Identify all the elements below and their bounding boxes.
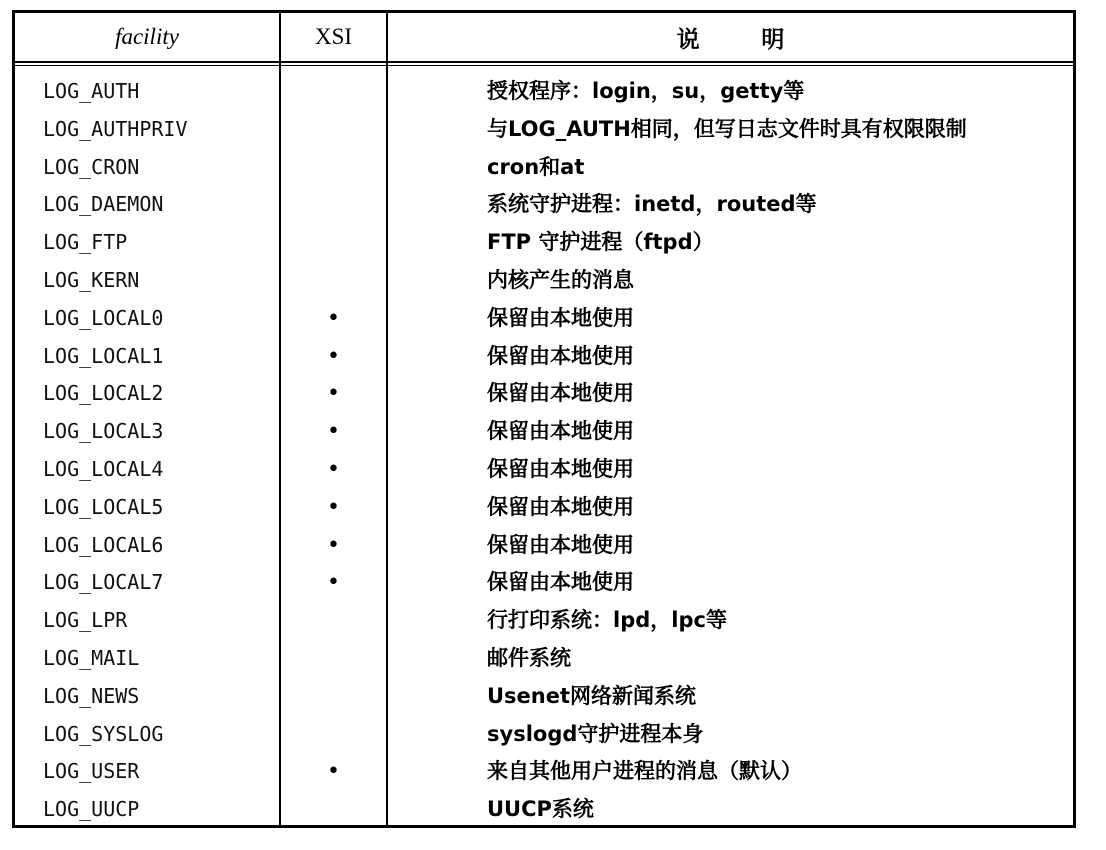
facility-cell: LOG_LOCAL4 [43, 456, 164, 481]
facility-cell: LOG_AUTHPRIV [43, 116, 188, 141]
description-cell: 内核产生的消息 [487, 267, 634, 292]
xsi-cell [281, 262, 386, 300]
facility-cell: LOG_LOCAL5 [43, 494, 164, 519]
description-cell: 与LOG_AUTH相同，但写日志文件时具有权限限制 [487, 116, 967, 141]
xsi-cell [281, 111, 386, 149]
description-cell: cron和at [487, 154, 585, 179]
table-row [15, 489, 1073, 527]
table-row [15, 678, 1073, 716]
xsi-cell: • [327, 305, 340, 331]
xsi-cell: • [327, 494, 340, 520]
xsi-cell: • [327, 532, 340, 558]
description-cell: 保留由本地使用 [487, 305, 634, 330]
table-row [15, 186, 1073, 224]
table-row [15, 149, 1073, 187]
xsi-cell: • [327, 343, 340, 369]
table-row [15, 300, 1073, 338]
table-row [15, 527, 1073, 565]
description-cell: UUCP系统 [487, 797, 594, 822]
xsi-cell [281, 716, 386, 754]
facility-cell: LOG_KERN [43, 267, 140, 292]
table-row [15, 73, 1073, 111]
table-row [15, 413, 1073, 451]
table-row [15, 262, 1073, 300]
facility-cell: LOG_UUCP [43, 797, 140, 822]
facility-cell: LOG_MAIL [43, 645, 140, 670]
header-facility: facility [115, 24, 179, 49]
facility-cell: LOG_DAEMON [43, 192, 164, 217]
table-row [15, 111, 1073, 149]
description-cell: 保留由本地使用 [487, 419, 634, 444]
description-cell: 授权程序：login，su，getty等 [487, 79, 805, 103]
xsi-cell [281, 73, 386, 111]
facility-cell: LOG_LOCAL6 [43, 532, 164, 557]
facility-cell: LOG_NEWS [43, 683, 140, 708]
table-row [15, 753, 1073, 791]
description-cell: 保留由本地使用 [487, 494, 634, 519]
xsi-cell [281, 602, 386, 640]
table-row [15, 564, 1073, 602]
description-cell: 保留由本地使用 [487, 532, 634, 557]
facility-table [12, 10, 1076, 828]
facility-cell: LOG_LOCAL0 [43, 305, 164, 330]
header-rule [15, 65, 1073, 66]
description-cell: syslogd守护进程本身 [487, 721, 704, 746]
xsi-cell: • [327, 419, 340, 445]
table-row [15, 716, 1073, 754]
facility-cell: LOG_LPR [43, 608, 128, 633]
table-row [15, 224, 1073, 262]
description-cell: 保留由本地使用 [487, 343, 634, 368]
table-row [15, 451, 1073, 489]
xsi-cell: • [327, 381, 340, 407]
facility-cell: LOG_CRON [43, 154, 140, 179]
xsi-cell [281, 149, 386, 187]
table-body [15, 73, 1073, 829]
header-xsi: XSI [314, 24, 353, 49]
xsi-cell [281, 678, 386, 716]
facility-cell: LOG_AUTH [43, 79, 140, 103]
table-row [15, 375, 1073, 413]
description-cell: 保留由本地使用 [487, 570, 634, 595]
xsi-cell [281, 186, 386, 224]
xsi-cell: • [327, 759, 340, 785]
facility-cell: LOG_SYSLOG [43, 721, 164, 746]
table-row [15, 602, 1073, 640]
table-row [15, 338, 1073, 376]
xsi-cell [281, 224, 386, 262]
description-cell: 保留由本地使用 [487, 456, 634, 481]
xsi-cell [281, 791, 386, 829]
facility-cell: LOG_LOCAL2 [43, 381, 164, 406]
xsi-cell: • [327, 456, 340, 482]
table-row [15, 791, 1073, 829]
description-cell: Usenet网络新闻系统 [487, 683, 697, 708]
facility-cell: LOG_FTP [43, 230, 128, 255]
facility-cell: LOG_LOCAL1 [43, 343, 164, 368]
table-row [15, 640, 1073, 678]
description-cell: 系统守护进程：inetd，routed等 [487, 192, 817, 217]
xsi-cell [281, 640, 386, 678]
description-cell: 邮件系统 [487, 645, 571, 670]
xsi-cell: • [327, 570, 340, 596]
description-cell: 来自其他用户进程的消息（默认） [487, 759, 802, 784]
facility-cell: LOG_LOCAL7 [43, 570, 164, 595]
description-cell: 行打印系统：lpd，lpc等 [487, 608, 727, 633]
header-description: 说 明 [676, 26, 813, 52]
description-cell: FTP 守护进程（ftpd） [487, 230, 714, 255]
facility-cell: LOG_USER [43, 759, 140, 784]
facility-cell: LOG_LOCAL3 [43, 419, 164, 444]
header-rule [15, 61, 1073, 63]
description-cell: 保留由本地使用 [487, 381, 634, 406]
